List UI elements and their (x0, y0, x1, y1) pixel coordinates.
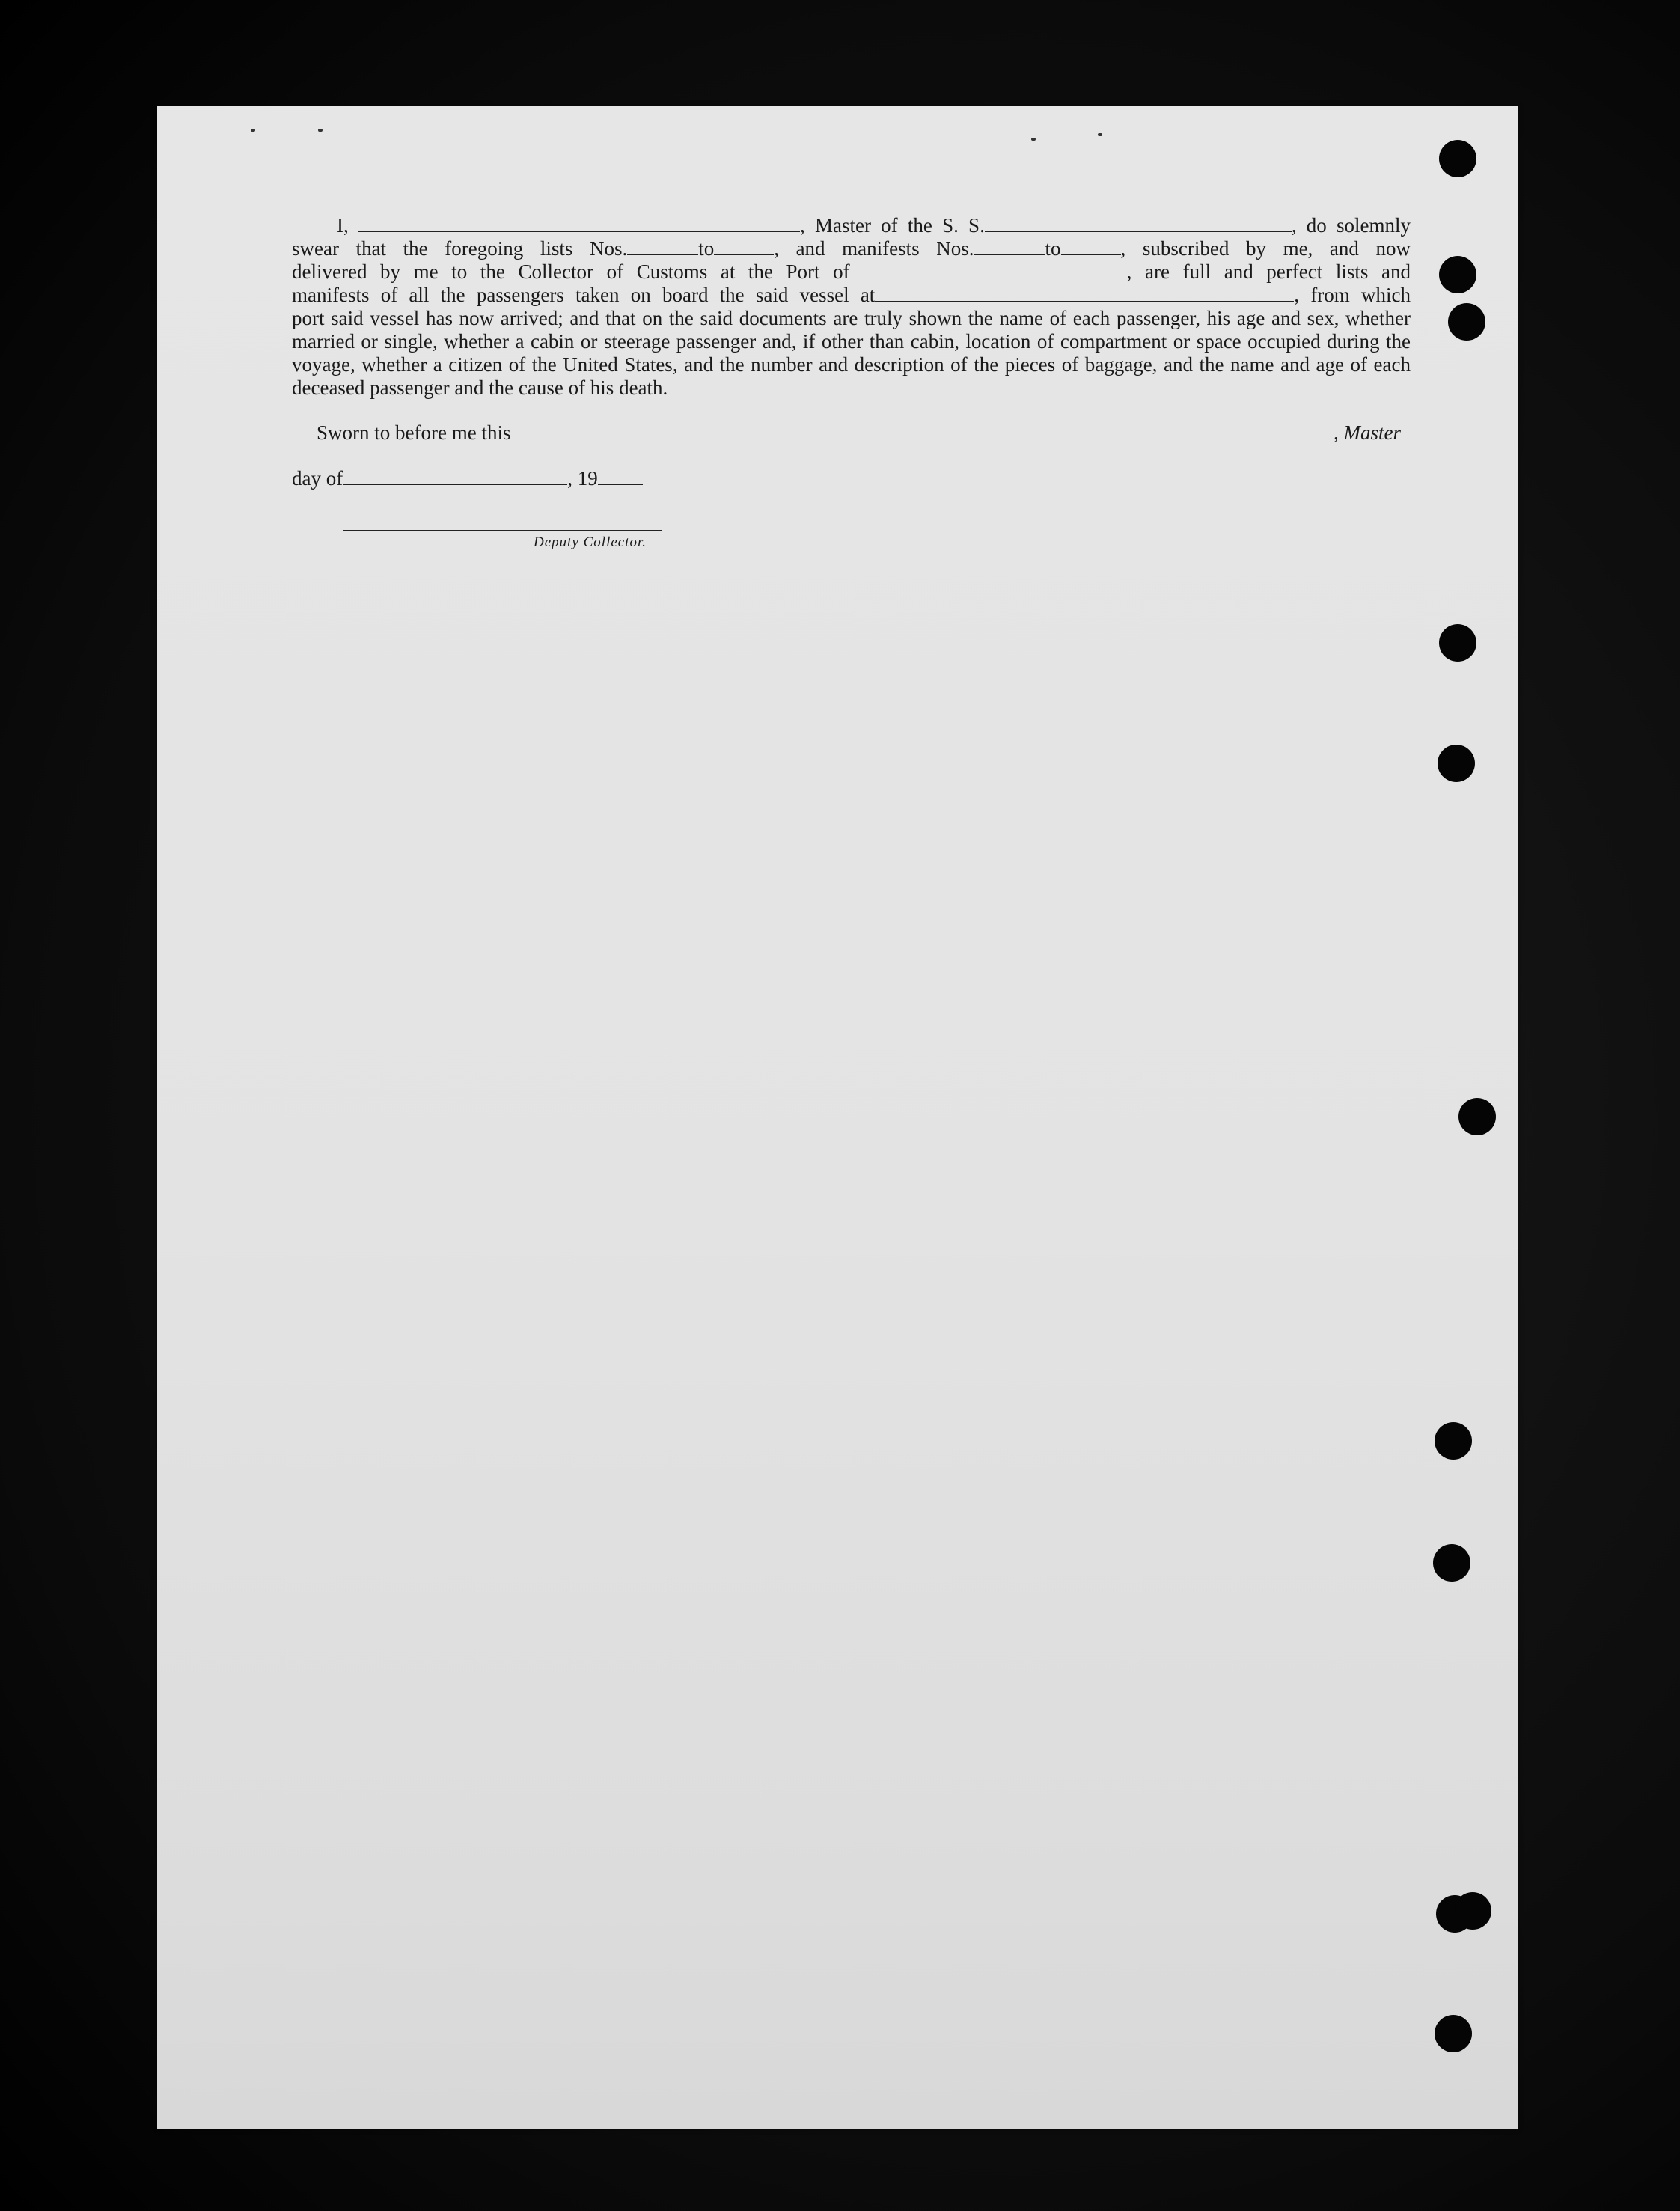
year-prefix: , 19 (567, 467, 598, 490)
scan-speck (1098, 133, 1102, 136)
sworn-line (317, 421, 630, 445)
oath-line-1 (292, 214, 1411, 237)
oath-line-2 (292, 237, 1411, 260)
day-of-line (292, 467, 643, 490)
oath-text: manifests of all the passengers taken on board the said vessel at (292, 284, 876, 306)
oath-text: , and manifests Nos. (774, 237, 974, 260)
list-to-blank[interactable] (714, 238, 774, 255)
binder-hole (1439, 256, 1476, 293)
master-signature-blank[interactable] (941, 422, 1334, 439)
oath-body: port said vessel has now arrived; and that on the said documents are truly shown the name of each passenger, his age and sex, whether married or single, whether a cabin or steerage passenger and, if other than cabin, location of compartment or space occupied during the voyage, whether a citizen of the United States, and the number and description of the pieces of baggage, and the name and age of each deceased passenger and the cause of his death. (292, 307, 1411, 399)
oath-text: delivered by me to the Collector of Customs at the Port of (292, 260, 850, 283)
binder-hole (1435, 1422, 1472, 1460)
ship-name-blank[interactable] (985, 215, 1292, 232)
binder-hole (1458, 1098, 1496, 1135)
master-label: , Master (1334, 421, 1401, 444)
scan-speck (1031, 138, 1036, 141)
oath-text: I, (337, 214, 349, 237)
sworn-day-blank[interactable] (510, 422, 630, 439)
oath-line-3 (292, 260, 1411, 284)
oath-line-4 (292, 284, 1411, 307)
manifest-from-blank[interactable] (974, 238, 1045, 255)
oath-text: to (698, 237, 715, 260)
document-page (157, 106, 1518, 2129)
binder-hole (1439, 624, 1476, 662)
deputy-signature-rule[interactable] (343, 530, 662, 531)
binder-hole (1439, 140, 1476, 177)
oath-text: , Master of the S. S. (799, 214, 985, 237)
binder-hole (1433, 1544, 1470, 1582)
binder-hole (1454, 1892, 1491, 1930)
binder-hole (1438, 745, 1475, 782)
port-blank[interactable] (850, 261, 1127, 278)
oath-text: , are full and perfect lists and (1126, 260, 1411, 283)
month-blank[interactable] (343, 468, 567, 485)
binder-hole (1435, 2015, 1472, 2052)
oath-text: , from which (1294, 284, 1411, 306)
boarding-port-blank[interactable] (875, 284, 1294, 302)
master-name-blank[interactable] (358, 215, 800, 232)
master-signature-line (941, 421, 1401, 445)
oath-text: to (1045, 237, 1061, 260)
scan-speck (251, 129, 255, 132)
deputy-collector-label: Deputy Collector. (534, 534, 647, 550)
oath-text: swear that the foregoing lists Nos. (292, 237, 628, 260)
sworn-label: Sworn to before me this (317, 421, 511, 444)
scan-speck (318, 129, 323, 132)
binder-hole (1448, 303, 1485, 341)
list-from-blank[interactable] (627, 238, 698, 255)
oath-text: , subscribed by me, and now (1120, 237, 1411, 260)
oath-text: , do solemnly (1291, 214, 1411, 237)
day-of-label: day of (292, 467, 343, 490)
year-blank[interactable] (598, 468, 643, 485)
manifest-to-blank[interactable] (1061, 238, 1121, 255)
oath-paragraph (292, 214, 1411, 400)
